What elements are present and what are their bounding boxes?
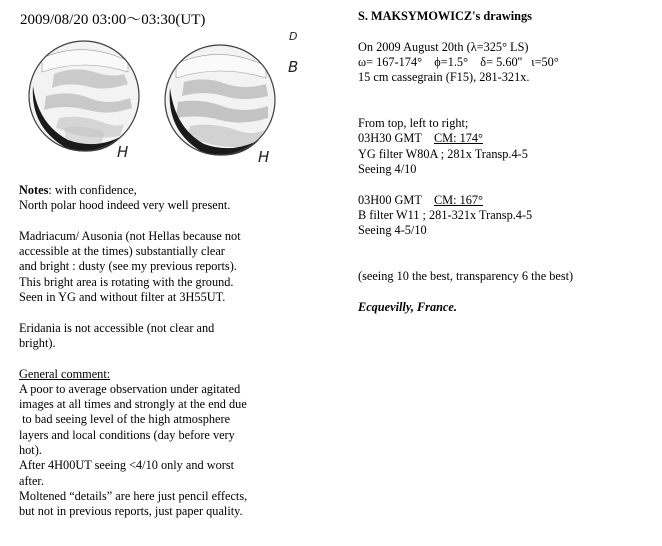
notes-line: After 4H00UT seeing <4/10 only and worst [19,458,235,473]
notes-heading-rest: : with confidence, [48,183,137,197]
notes-line: accessible at the times) substantially clear [19,244,225,259]
info-scope-line: 15 cm cassegrain (F15), 281-321x. [358,70,530,85]
obs2-time: 03H00 GMT [358,192,434,207]
notes-line: to bad seeing level of the high atmosphere [19,412,231,427]
drawing-1-label-h: H [117,143,129,161]
drawing-2-label-b: B [288,58,299,76]
notes-line: A poor to average observation under agitated [19,381,241,396]
obs2-filter: B filter W11 ; 281-321x Transp.4-5 [358,207,533,222]
obs1-time: 03H30 GMT [358,131,434,146]
notes-line: Madriacum/ Ausonia (not Hellas because not [19,228,241,243]
obs1-cm: CM: 174° [433,131,483,146]
drawings-title: S. MAKSYMOWICZ's drawings [358,9,532,23]
notes-line: Moltened “details” are here just pencil effects, [19,488,248,503]
notes-line: bright). [19,335,56,350]
general-comment-heading: General comment: [19,366,111,381]
info-order-line: From top, left to right; [358,116,469,131]
notes-heading: Notes [19,183,49,197]
notes-line: North polar hood indeed very well present. [19,198,231,213]
info-date-line: On 2009 August 20th (λ=325° LS) [358,39,529,54]
drawing-2-label-d: D [289,30,298,43]
notes-line: after. [19,473,44,488]
notes-line: images at all times and strongly at the end due [19,397,247,412]
notes-line: but not in previous reports, just paper quality. [19,504,243,519]
observer-location: Ecquevilly, France. [358,299,457,314]
drawing-2-label-h: H [258,148,270,166]
notes-line: Eridania is not accessible (not clear and [19,320,215,335]
notes-line: and bright : dusty (see my previous reports). [19,259,237,274]
scale-note: (seeing 10 the best, transparency 6 the best) [358,269,574,284]
obs1-filter: YG filter W80A ; 281x Transp.4-5 [358,146,528,161]
notes-line: hot). [19,443,42,458]
mars-drawing-1 [24,36,149,161]
obs2-cm: CM: 167° [433,192,483,207]
notes-line: This bright area is rotating with the ground. [19,274,234,289]
obs2-seeing: Seeing 4-5/10 [358,223,427,238]
info-params-line: ω= 167-174° ϕ=1.5° δ= 5.60'' ι=50° [358,54,559,69]
notes-line: Seen in YG and without filter at 3H55UT. [19,290,226,305]
obs1-seeing: Seeing 4/10 [358,161,417,176]
observation-date-time: 2009/08/20 03:00～03:30(UT) [20,12,206,28]
notes-line: layers and local conditions (day before very [19,427,235,442]
mars-drawing-2 [160,40,285,165]
observation-info [358,9,658,315]
notes-section [19,183,284,520]
